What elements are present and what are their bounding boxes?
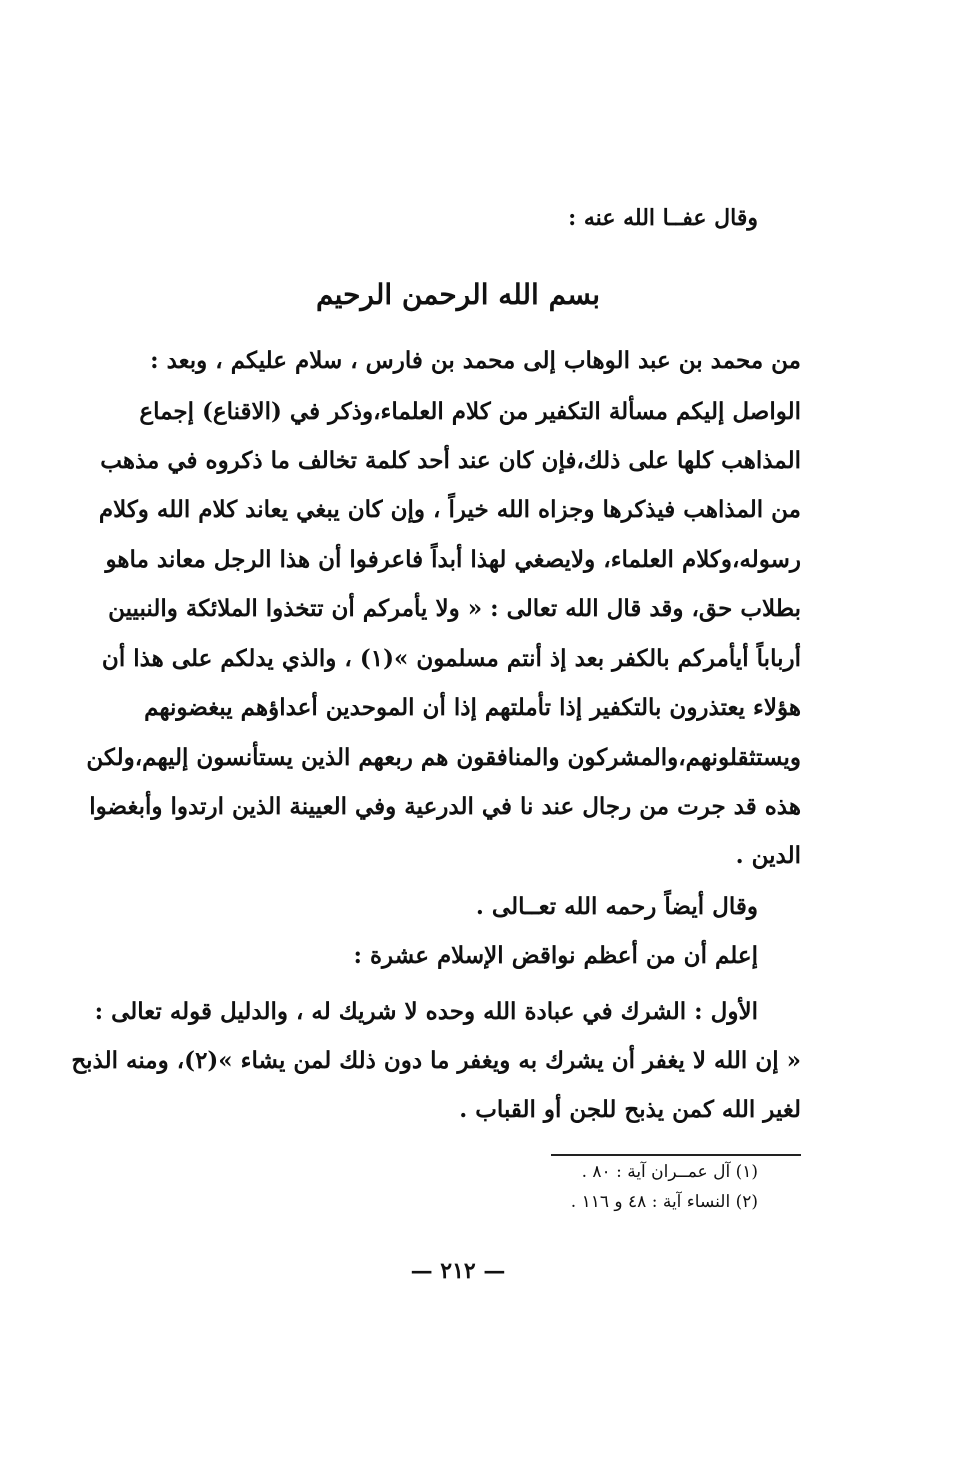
paragraph-3: إعلم أن من أعظم نواقض الإسلام عشرة : — [353, 942, 758, 969]
paragraph-4-line: « إن الله لا يغفر أن يشرك به ويغفر ما دون ذلك لمن يشاء »(٢)، ومنه الذبح — [71, 1047, 801, 1074]
paragraph-1-line: الواصل إليكم مسألة التكفير من كلام العلماء،وذكر في (الاقناع) إجماع — [139, 398, 801, 425]
page-number: — ٢١٢ — — [410, 1258, 506, 1284]
paragraph-4-line: لغير الله كمن يذبح للجن أو القباب . — [459, 1096, 801, 1123]
paragraph-1-line: بطلاب حق، وقد قال الله تعالى : « ولا يأمركم أن تتخذوا الملائكة والنبيين — [108, 595, 801, 622]
paragraph-1-line: هذه قد جرت من رجال عند نا في الدرعية وفي العيينة الذين ارتدوا وأبغضوا — [89, 793, 801, 820]
footnote-1: (١) آل عمــران آية : ٨٠ . — [581, 1162, 758, 1182]
paragraph-1-line: أرباباً أيأمركم بالكفر بعد إذ أنتم مسلمون »(١) ، والذي يدلكم على هذا أن — [101, 645, 801, 672]
footnote-2: (٢) النساء آية : ٤٨ و ١١٦ . — [570, 1192, 758, 1212]
paragraph-1-line: المذاهب كلها على ذلك،فإن كان عند أحد كلمة تخالف ما ذكروه في مذهب — [100, 447, 801, 474]
footnote-separator — [551, 1154, 801, 1156]
paragraph-4-line: الأول : الشرك في عبادة الله وحده لا شريك له ، والدليل قوله تعالى : — [94, 998, 758, 1025]
paragraph-1-line: ويستثقلونهم،والمشركون والمنافقون هم ربعهم الذين يستأنسون إليهم،ولكن — [86, 744, 801, 771]
paragraph-1-line: هؤلاء يعتذرون بالتكفير إذا تأملتهم إذا أن الموحدين أعداؤهم يبغضونهم — [144, 694, 801, 721]
paragraph-1-line: الدين . — [735, 842, 801, 869]
intro-line: وقال عفــا الله عنه : — [568, 205, 758, 231]
paragraph-1-line: من المذاهب فيذكرها وجزاه الله خيراً ، وإن كان يبغي يعاند كلام الله وكلام — [98, 496, 801, 523]
paragraph-1-line: رسوله،وكلام العلماء، ولايصغي لهذا أبداً فاعرفوا أن هذا الرجل معاند ماهو — [105, 546, 801, 573]
basmala-heading: بسم الله الرحمن الرحيم — [316, 278, 600, 311]
paragraph-1-line: من محمد بن عبد الوهاب إلى محمد بن فارس ، سلام عليكم ، وبعد : — [150, 347, 801, 374]
paragraph-2: وقال أيضاً رحمه الله تعــالى . — [475, 893, 758, 920]
